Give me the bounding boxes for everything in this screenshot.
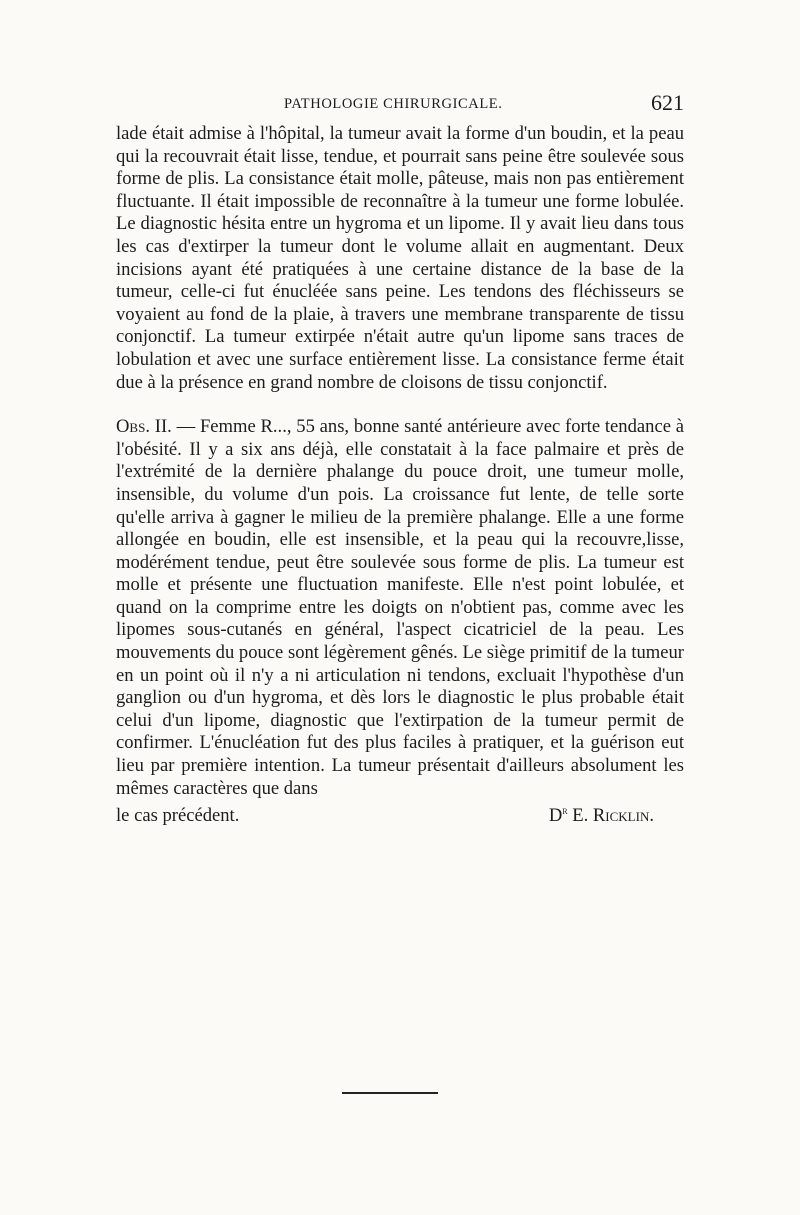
closing-text: le cas précédent. (116, 805, 240, 827)
paragraph-lipome-case-1: lade était admise à l'hôpital, la tumeur avait la forme d'un boudin, et la peau qui la recouvrait était lisse, tendue, et pourrait sans peine être soulevée sous forme de plis. La consistance était molle, pâteuse, mais non pas entièrement fluctuante. Il était impossible de reconnaître à la tumeur une forme lobulée. Le diagnostic hésita entre un hygroma et un lipome. Il y avait lieu dans tous les cas d'extirper la tumeur dont le volume allait en augmentant. Deux incisions ayant été pratiquées à une certaine distance de la base de la tumeur, celle-ci fut énucléée sans peine. Les tendons des fléchisseurs se voyaient au fond de la plaie, à travers une membrane transparente de tissu conjonctif. La tumeur extirpée n'était autre qu'un lipome sans traces de lobulation et avec une surface entièrement lisse. La consistance ferme était due à la présence en grand nombre de cloisons de tissu conjonctif. (116, 123, 684, 393)
signature-title-sup: r (562, 805, 568, 818)
section-end-rule (342, 1092, 438, 1094)
body-text (116, 123, 684, 828)
page-number: 621 (651, 90, 684, 115)
running-title: PATHOLOGIE CHIRURGICALE. (284, 96, 503, 112)
paragraph-observation-2 (116, 416, 684, 800)
signature-name: E. Ricklin. (567, 805, 654, 827)
signature-title: D (548, 805, 563, 827)
author-signature (549, 800, 684, 828)
signature-line (116, 800, 684, 828)
page-header (116, 90, 686, 120)
observation-text: — Femme R..., 55 ans, bonne santé antérieure avec forte tendance à l'obésité. Il y a six ans déjà, elle constatait à la face palmaire et près de l'extrémité de la dernière phalange du pouce droit, une tumeur molle, insensible, du volume d'un pois. La croissance fut lente, de telle sorte qu'elle arriva à gagner le milieu de la première phalange. Elle a une forme allongée en boudin, elle est insensible, et la peau qui la recouvre,lisse, modérément tendue, peut être soulevée sous forme de plis. La tumeur est molle et présente une fluctuation manifeste. Elle n'est point lobulée, et quand on la comprime entre les doigts on n'obtient pas, comme avec les lipomes sous-cutanés en général, l'aspect cicatriciel de la peau. Les mouvements du pouce sont légèrement gênés. Le siège primitif de la tumeur en un point où il n'y a ni articulation ni tendons, excluait l'hypothèse d'un ganglion ou d'un hygroma, et dès lors le diagnostic le plus probable était celui d'un lipome, diagnostic que l'extirpation de la tumeur permit de confirmer. L'énucléation fut des plus faciles à pratiquer, et la guérison eut lieu par première intention. La tumeur présentait d'ailleurs absolument les mêmes caractères que dans (116, 416, 684, 799)
observation-heading: Obs. II. (116, 416, 172, 438)
